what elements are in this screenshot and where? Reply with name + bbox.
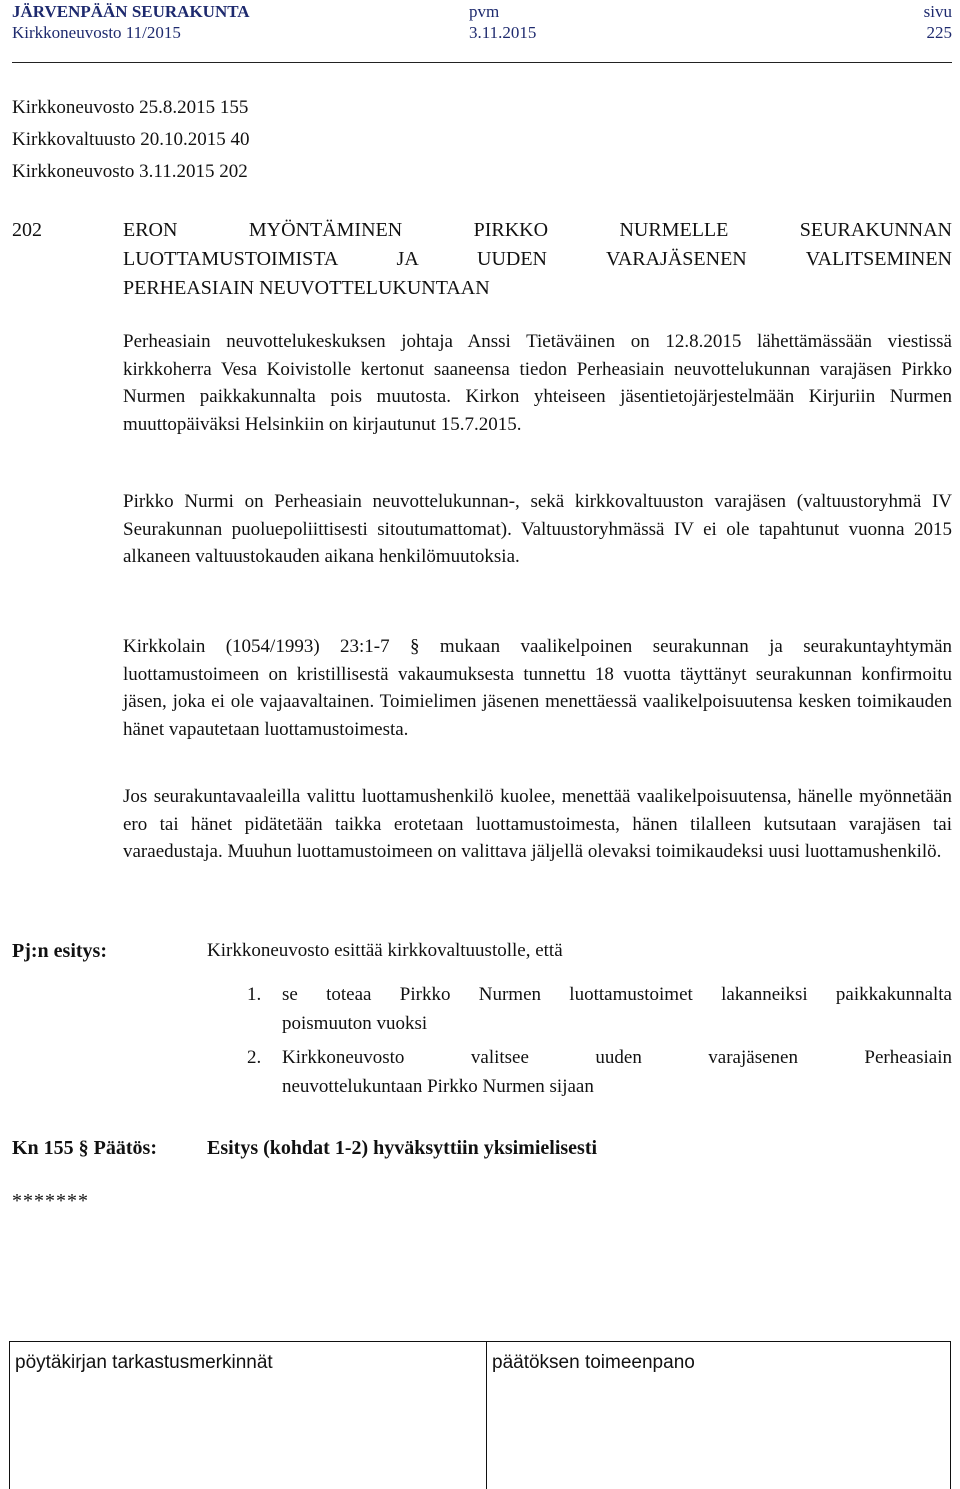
paragraph: Pirkko Nurmi on Perheasiain neuvottelukunnan-, sekä kirkkovaltuuston varajäsen (valtuustoryhmä IV Seurakunnan puoluepoliittisesti sitoutumattomat). Valtuustoryhmässä IV ei ole tapahtunut vuonna 2015 alkaneen valtuustokauden aikana henkilömuutoksia.	[123, 491, 952, 567]
paragraph: Jos seurakuntavaaleilla valittu luottamushenkilö kuolee, menettää vaalikelpoisuutensa, hänelle myönnetään ero tai hänet pidätetään taikka erotetaan luottamustoimesta, hänen tilalleen kutsutaan varajäsen tai varaedustaja. Muuhun luottamustoimeen on valittava jäljellä olevaksi toimikaudeksi uusi luottamushenkilö.	[123, 786, 952, 862]
paragraph: Kirkkolain (1054/1993) 23:1-7 § mukaan vaalikelpoinen seurakunnan ja seurakuntayhtymän luottamustoimeen on kristillisestä vakaumuksesta tunnettu 18 vuotta täyttänyt seurakunnan konfirmoitu jäsen, joka ei ole vajaavaltainen. Toimielimen jäsenen menettäessä vaalikelpoisuutensa kesken toimikauden hänet vapautetaan luottamustoimesta.	[123, 636, 952, 740]
item-text-line: Kirkkoneuvosto valitsee uuden varajäsenen Perheasiain	[282, 1047, 952, 1068]
section-title-line: ERON MYÖNTÄMINEN PIRKKO NURMELLE SEURAKUNNAN	[123, 219, 952, 241]
section-heading	[12, 216, 952, 303]
decision-label: Kn 155 § Päätös:	[12, 1137, 157, 1159]
date-label: pvm	[469, 2, 500, 21]
box-divider	[486, 1342, 487, 1489]
proposal-item	[247, 980, 952, 1038]
separator: *******	[12, 1190, 89, 1212]
proposal-label: Pj:n esitys:	[12, 940, 107, 962]
reference-line: Kirkkovaltuusto 20.10.2015 40	[12, 129, 250, 150]
organization-name: JÄRVENPÄÄN SEURAKUNTA	[12, 2, 250, 21]
header-row-1	[12, 2, 952, 24]
header-row-2	[12, 23, 952, 45]
page-label: sivu	[923, 2, 952, 21]
item-number: 2.	[247, 1047, 262, 1068]
item-text-line: poismuuton vuoksi	[282, 1013, 428, 1034]
section-number: 202	[12, 219, 42, 241]
section-title-line: LUOTTAMUSTOIMISTA JA UUDEN VARAJÄSENEN VALITSEMINEN	[123, 248, 952, 270]
paragraph: Perheasiain neuvottelukeskuksen johtaja Anssi Tietäväinen on 12.8.2015 lähettämässään viestissä kirkkoherra Vesa Koivistolle kertonut saaneensa tiedon Perheasiain neuvottelukunnan varajäsen Pirkko Nurmen paikkakunnalta pois muutosta. Kirkon yhteiseen jäsentietojärjestelmään Kirjuriin Nurmen muuttopäiväksi Helsinkiin on kirjautunut 15.7.2015.	[123, 331, 952, 435]
proposal-item	[247, 1043, 952, 1101]
page-number: 225	[926, 23, 952, 42]
references	[12, 92, 250, 188]
signature-boxes	[9, 1341, 951, 1489]
execution-label: päätöksen toimeenpano	[492, 1352, 695, 1373]
meeting-date: 3.11.2015	[469, 23, 537, 42]
item-number: 1.	[247, 984, 262, 1005]
review-marks-label: pöytäkirjan tarkastusmerkinnät	[15, 1352, 273, 1373]
item-text-line: se toteaa Pirkko Nurmen luottamustoimet lakanneiksi paikkakunnalta	[282, 984, 952, 1005]
proposal-intro: Kirkkoneuvosto esittää kirkkovaltuustolle, että	[207, 940, 563, 961]
decision-text: Esitys (kohdat 1-2) hyväksyttiin yksimielisesti	[207, 1137, 598, 1159]
reference-line: Kirkkoneuvosto 3.11.2015 202	[12, 161, 248, 182]
minutes-id: Kirkkoneuvosto 11/2015	[12, 23, 181, 42]
section-title-line: PERHEASIAIN NEUVOTTELUKUNTAAN	[123, 277, 490, 299]
item-text-line: neuvottelukuntaan Pirkko Nurmen sijaan	[282, 1076, 594, 1097]
header-rule	[12, 62, 952, 63]
reference-line: Kirkkoneuvosto 25.8.2015 155	[12, 97, 249, 118]
